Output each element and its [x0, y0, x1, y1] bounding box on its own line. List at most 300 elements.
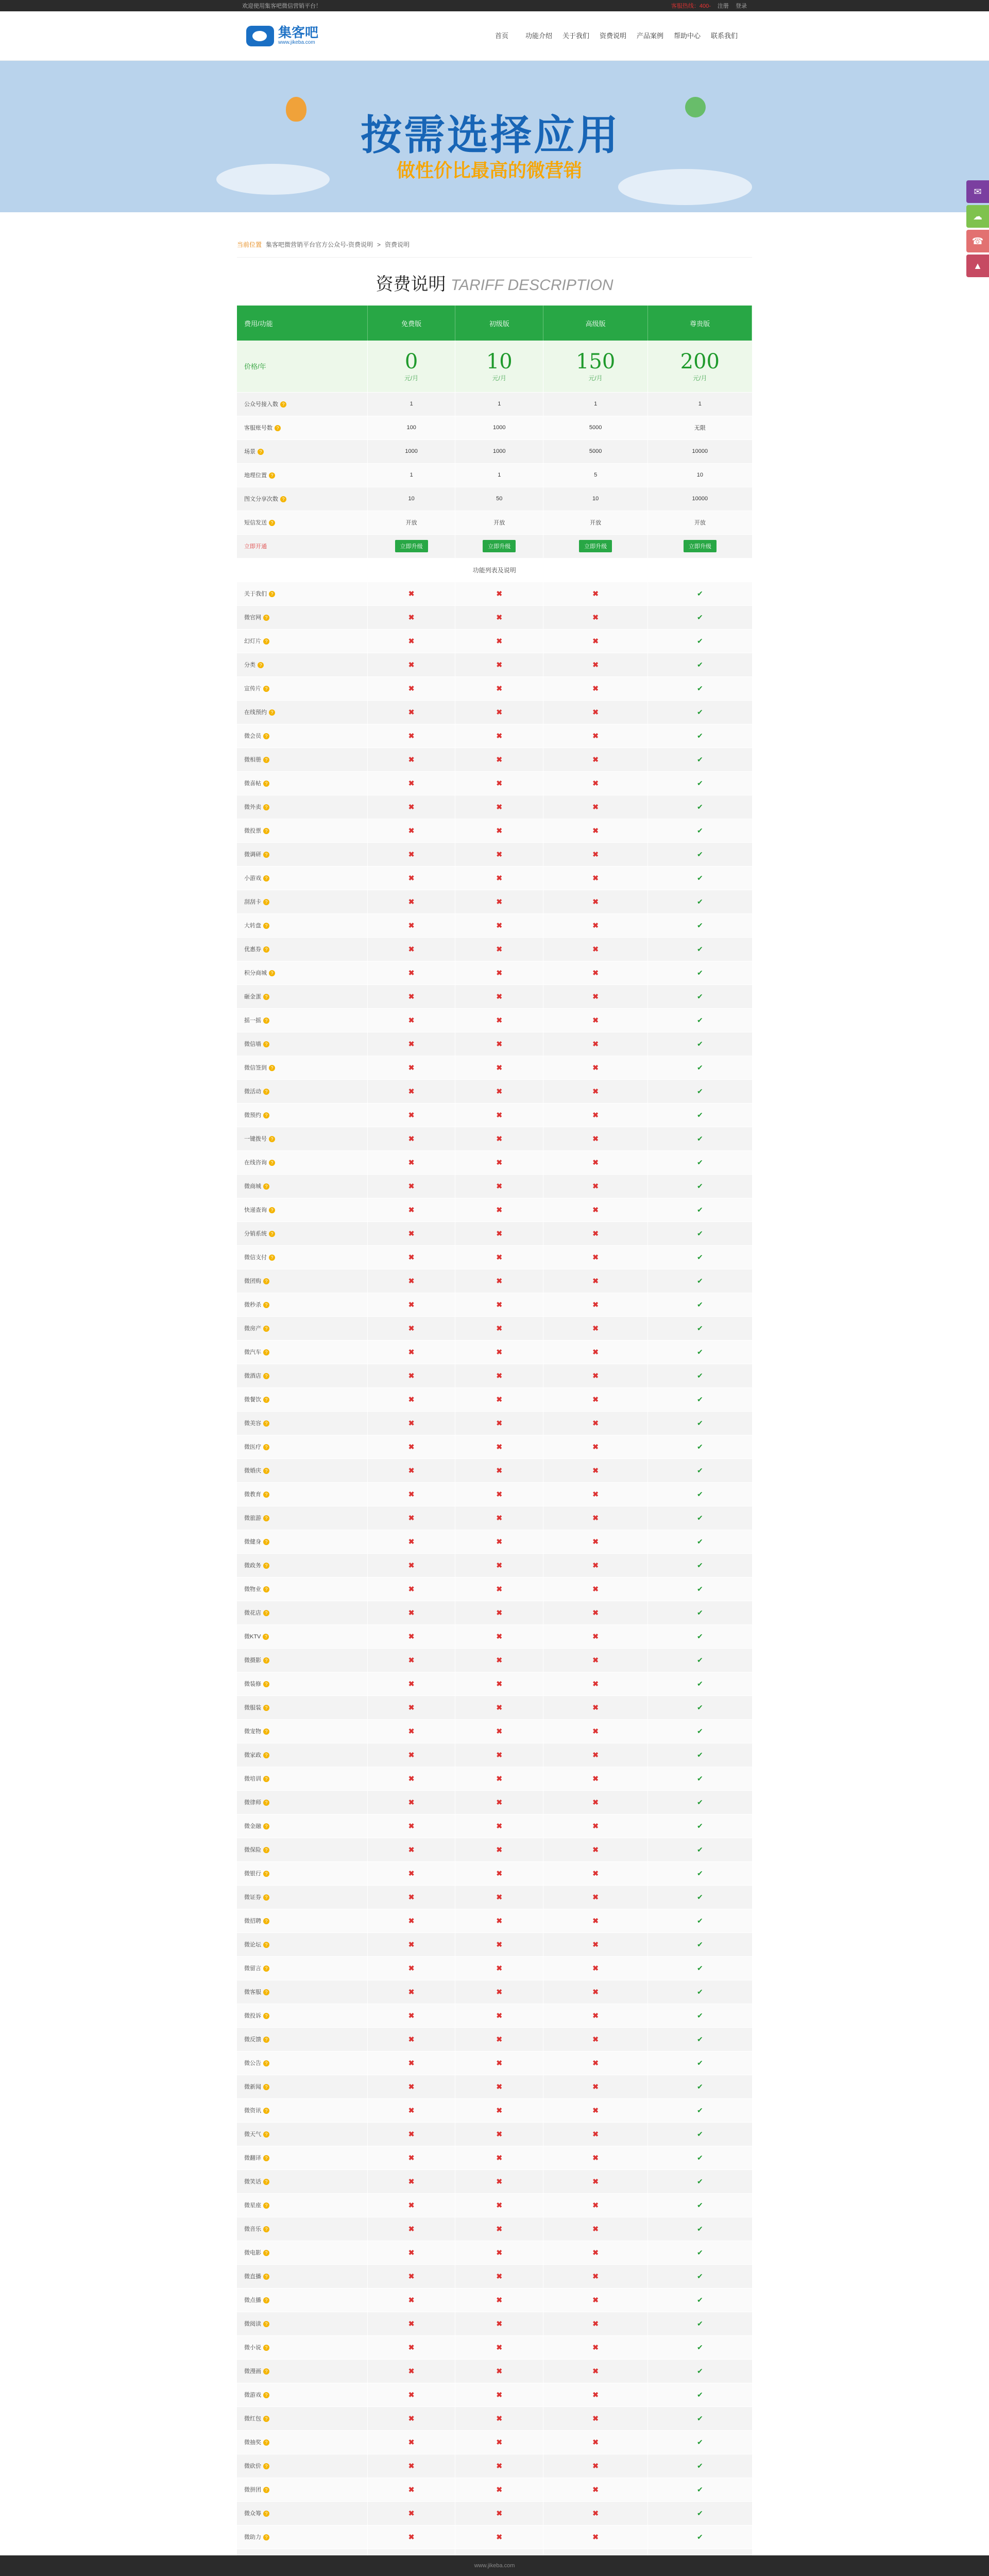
page-title-cn: 资费说明: [376, 275, 446, 294]
cross-icon: ✖: [455, 1624, 543, 1648]
feature-label: 微商城: [244, 1183, 261, 1190]
register-link[interactable]: 注册: [717, 3, 729, 9]
cross-icon: ✖: [367, 2406, 455, 2430]
top-bar: [0, 0, 989, 11]
help-icon[interactable]: ?: [263, 1326, 269, 1332]
feature-row: [237, 771, 752, 795]
help-icon[interactable]: ?: [269, 1136, 275, 1142]
feature-row: [237, 1222, 752, 1245]
help-icon[interactable]: ?: [263, 2321, 269, 2327]
help-icon[interactable]: ?: [263, 2534, 269, 2540]
cross-icon: ✖: [367, 2004, 455, 2027]
cross-icon: ✖: [455, 2430, 543, 2454]
help-icon[interactable]: ?: [263, 1776, 269, 1782]
feature-label: 分销系统: [244, 1231, 267, 1237]
cross-icon: ✖: [455, 890, 543, 913]
limit-value: 5000: [543, 439, 648, 463]
feature-name: [237, 1624, 367, 1648]
col-header-level3: 尊贵版: [648, 306, 752, 341]
check-icon: ✔: [648, 1269, 752, 1293]
help-icon[interactable]: ?: [263, 1681, 269, 1687]
cross-icon: ✖: [543, 771, 648, 795]
cross-icon: ✖: [455, 1340, 543, 1364]
help-icon[interactable]: ?: [263, 1018, 269, 1024]
feature-label: 微装修: [244, 1681, 261, 1687]
feature-label: 微房产: [244, 1326, 261, 1332]
feature-row: [237, 1838, 752, 1861]
feature-label: 微培训: [244, 1776, 261, 1782]
help-icon[interactable]: ?: [269, 970, 275, 976]
feature-name: [237, 1577, 367, 1601]
cross-icon: ✖: [367, 2146, 455, 2170]
feature-row: [237, 2146, 752, 2170]
cross-icon: ✖: [455, 2406, 543, 2430]
help-icon[interactable]: ?: [263, 899, 269, 905]
help-icon[interactable]: ?: [263, 1468, 269, 1474]
cross-icon: ✖: [367, 771, 455, 795]
cross-icon: ✖: [543, 1719, 648, 1743]
feature-label: 微音乐: [244, 2226, 261, 2232]
help-icon[interactable]: ?: [269, 591, 275, 597]
cross-icon: ✖: [543, 1411, 648, 1435]
feature-name: [237, 605, 367, 629]
help-icon[interactable]: ?: [263, 2416, 269, 2422]
feature-label: 微电影: [244, 2250, 261, 2256]
check-icon: ✔: [648, 2004, 752, 2027]
help-icon[interactable]: ?: [263, 1752, 269, 1758]
feature-label: 微保险: [244, 1847, 261, 1853]
wechat-icon[interactable]: ✉: [966, 180, 989, 203]
feature-row: [237, 2454, 752, 2478]
help-icon[interactable]: ?: [263, 2226, 269, 2232]
help-icon[interactable]: ?: [263, 1728, 269, 1735]
check-icon: ✔: [648, 1956, 752, 1980]
help-icon[interactable]: ?: [263, 1515, 269, 1521]
feature-name: [237, 1222, 367, 1245]
feature-row: [237, 1672, 752, 1696]
cross-icon: ✖: [543, 1838, 648, 1861]
limit-row: [237, 439, 752, 463]
cross-icon: ✖: [455, 1482, 543, 1506]
cross-icon: ✖: [543, 1672, 648, 1696]
help-icon[interactable]: ?: [263, 1420, 269, 1427]
check-icon: ✔: [648, 605, 752, 629]
feature-name: [237, 961, 367, 985]
help-icon[interactable]: ?: [263, 2131, 269, 2138]
help-icon[interactable]: ?: [263, 1823, 269, 1829]
feature-row: [237, 1316, 752, 1340]
cross-icon: ✖: [367, 1127, 455, 1150]
help-icon[interactable]: ?: [263, 1942, 269, 1948]
feature-name: [237, 724, 367, 748]
help-icon[interactable]: ?: [263, 1302, 269, 1308]
cross-icon: ✖: [543, 1364, 648, 1387]
cross-icon: ✖: [543, 1079, 648, 1103]
cross-icon: ✖: [367, 1980, 455, 2004]
cross-icon: ✖: [543, 1885, 648, 1909]
help-icon[interactable]: ?: [263, 1539, 269, 1545]
help-icon[interactable]: ?: [275, 425, 281, 431]
upgrade-button[interactable]: 立即升级: [483, 540, 516, 552]
feature-name: [237, 2170, 367, 2193]
feature-row: [237, 1553, 752, 1577]
cross-icon: ✖: [543, 2335, 648, 2359]
help-icon[interactable]: ?: [280, 496, 286, 502]
check-icon: ✔: [648, 2122, 752, 2146]
feature-row: [237, 1909, 752, 1933]
cross-icon: ✖: [455, 2098, 543, 2122]
help-icon[interactable]: ?: [263, 2037, 269, 2043]
limit-value: 开放: [367, 511, 455, 534]
check-icon: ✔: [648, 1008, 752, 1032]
cross-icon: ✖: [455, 1506, 543, 1530]
cross-icon: ✖: [543, 653, 648, 676]
check-icon: ✔: [648, 2264, 752, 2288]
cross-icon: ✖: [543, 2264, 648, 2288]
feature-row: [237, 1767, 752, 1790]
help-icon[interactable]: ?: [263, 828, 269, 834]
cross-icon: ✖: [455, 2335, 543, 2359]
help-icon[interactable]: ?: [263, 1373, 269, 1379]
cross-icon: ✖: [455, 937, 543, 961]
feature-label: 微星座: [244, 2202, 261, 2209]
feature-row: [237, 1719, 752, 1743]
check-icon: ✔: [648, 866, 752, 890]
cross-icon: ✖: [543, 2075, 648, 2098]
buy-cell: [648, 534, 752, 558]
cross-icon: ✖: [455, 2075, 543, 2098]
help-icon[interactable]: ?: [263, 1089, 269, 1095]
cross-icon: ✖: [367, 2051, 455, 2075]
feature-label: 微官网: [244, 615, 261, 621]
cross-icon: ✖: [455, 1174, 543, 1198]
help-icon[interactable]: ?: [263, 1586, 269, 1592]
help-icon[interactable]: ?: [263, 2345, 269, 2351]
help-icon[interactable]: ?: [263, 2155, 269, 2161]
cross-icon: ✖: [455, 1293, 543, 1316]
help-icon[interactable]: ?: [263, 733, 269, 739]
upgrade-button[interactable]: 立即升级: [395, 540, 428, 552]
cross-icon: ✖: [367, 1316, 455, 1340]
help-icon[interactable]: ?: [263, 2511, 269, 2517]
help-icon[interactable]: ?: [263, 781, 269, 787]
help-icon[interactable]: ?: [263, 1634, 269, 1640]
cross-icon: ✖: [367, 961, 455, 985]
feature-name: [237, 1814, 367, 1838]
feature-label: 微信支付: [244, 1255, 267, 1261]
cross-icon: ✖: [455, 1269, 543, 1293]
feature-row: [237, 1387, 752, 1411]
check-icon: ✔: [648, 1743, 752, 1767]
help-icon[interactable]: ?: [263, 804, 269, 810]
help-icon[interactable]: ?: [269, 1065, 275, 1071]
help-icon[interactable]: ?: [263, 757, 269, 763]
nav-contact[interactable]: 联系我们: [710, 31, 738, 40]
price-cell: 10 元/月: [455, 341, 543, 392]
check-icon: ✔: [648, 1293, 752, 1316]
logo[interactable]: [246, 26, 318, 46]
cross-icon: ✖: [455, 748, 543, 771]
buy-cell: [543, 534, 648, 558]
cross-icon: ✖: [543, 2051, 648, 2075]
cross-icon: ✖: [543, 1696, 648, 1719]
help-icon[interactable]: ?: [263, 852, 269, 858]
feature-row: [237, 2501, 752, 2525]
cross-icon: ✖: [455, 961, 543, 985]
nav-home[interactable]: 首页: [494, 31, 508, 40]
upgrade-button[interactable]: 立即升级: [579, 540, 612, 552]
check-icon: ✔: [648, 2193, 752, 2217]
help-icon[interactable]: ?: [263, 2060, 269, 2066]
check-icon: ✔: [648, 1885, 752, 1909]
help-icon[interactable]: ?: [263, 1871, 269, 1877]
feature-row: [237, 629, 752, 653]
help-icon[interactable]: ?: [263, 638, 269, 645]
help-icon[interactable]: ?: [263, 2202, 269, 2209]
balloon-icon: [286, 97, 306, 122]
help-icon[interactable]: ?: [263, 686, 269, 692]
help-icon[interactable]: ?: [263, 2250, 269, 2256]
back-to-top-icon[interactable]: ▲: [966, 255, 989, 277]
feature-row: [237, 676, 752, 700]
check-icon: ✔: [648, 700, 752, 724]
help-icon[interactable]: ?: [269, 1255, 275, 1261]
check-icon: ✔: [648, 985, 752, 1008]
help-icon[interactable]: ?: [263, 1278, 269, 1284]
feature-label: 微反馈: [244, 2037, 261, 2043]
limit-value: 无限: [648, 416, 752, 439]
help-icon[interactable]: ?: [263, 1847, 269, 1853]
help-icon[interactable]: ?: [263, 2084, 269, 2090]
help-icon[interactable]: ?: [263, 2439, 269, 2446]
help-icon[interactable]: ?: [269, 1231, 275, 1237]
feature-name: [237, 2098, 367, 2122]
limit-value: 10: [648, 463, 752, 487]
cross-icon: ✖: [543, 1198, 648, 1222]
feature-row: [237, 866, 752, 890]
cross-icon: ✖: [455, 1222, 543, 1245]
feature-row: [237, 1245, 752, 1269]
feature-name: [237, 1980, 367, 2004]
check-icon: ✔: [648, 2335, 752, 2359]
feature-name: [237, 1482, 367, 1506]
cross-icon: ✖: [367, 1909, 455, 1933]
help-icon[interactable]: ?: [269, 1207, 275, 1213]
help-icon[interactable]: ?: [263, 1894, 269, 1901]
feature-label: 微天气: [244, 2131, 261, 2138]
check-icon: ✔: [648, 1222, 752, 1245]
help-icon[interactable]: ?: [263, 923, 269, 929]
cross-icon: ✖: [455, 2170, 543, 2193]
cross-icon: ✖: [543, 2454, 648, 2478]
check-icon: ✔: [648, 1411, 752, 1435]
help-icon[interactable]: ?: [263, 2013, 269, 2019]
feature-label: 微投票: [244, 828, 261, 834]
help-icon[interactable]: ?: [263, 2179, 269, 2185]
feature-row: [237, 1506, 752, 1530]
help-icon[interactable]: ?: [263, 1610, 269, 1616]
nav-pricing[interactable]: 资费说明: [599, 31, 626, 40]
breadcrumb-path[interactable]: 集客吧微营销平台官方公众号-资费说明: [266, 241, 373, 248]
limit-label: 短信发送 ?: [237, 511, 367, 534]
help-icon[interactable]: ?: [263, 1492, 269, 1498]
feature-row: [237, 1648, 752, 1672]
feature-label: 微调研: [244, 852, 261, 858]
check-icon: ✔: [648, 1767, 752, 1790]
chat-icon[interactable]: ☁: [966, 205, 989, 228]
cross-icon: ✖: [367, 937, 455, 961]
feature-row: [237, 2051, 752, 2075]
cross-icon: ✖: [367, 2501, 455, 2525]
help-icon[interactable]: ?: [280, 401, 286, 408]
breadcrumb: [237, 232, 752, 258]
cross-icon: ✖: [543, 1293, 648, 1316]
cross-icon: ✖: [367, 2430, 455, 2454]
check-icon: ✔: [648, 2525, 752, 2549]
cross-icon: ✖: [367, 653, 455, 676]
cross-icon: ✖: [543, 1245, 648, 1269]
buy-row: [237, 534, 752, 558]
help-icon[interactable]: ?: [263, 1349, 269, 1355]
help-icon[interactable]: ?: [263, 1397, 269, 1403]
feature-label: 微会员: [244, 733, 261, 739]
check-icon: ✔: [648, 1340, 752, 1364]
feature-name: [237, 1861, 367, 1885]
help-icon[interactable]: ?: [263, 2297, 269, 2303]
cross-icon: ✖: [543, 1482, 648, 1506]
feature-row: [237, 1032, 752, 1056]
help-icon[interactable]: ?: [263, 1112, 269, 1118]
feature-label: 微金融: [244, 1823, 261, 1829]
cross-icon: ✖: [367, 795, 455, 819]
feature-row: [237, 700, 752, 724]
help-icon[interactable]: ?: [263, 2274, 269, 2280]
feature-name: [237, 913, 367, 937]
cross-icon: ✖: [455, 771, 543, 795]
nav-help[interactable]: 帮助中心: [673, 31, 701, 40]
price-label: 价格/年: [237, 341, 367, 392]
check-icon: ✔: [648, 1150, 752, 1174]
logo-icon: [246, 26, 274, 46]
help-icon[interactable]: ?: [263, 1965, 269, 1972]
feature-name: [237, 1530, 367, 1553]
brand-url: www.jikeba.com: [278, 40, 315, 45]
check-icon: ✔: [648, 819, 752, 842]
help-icon[interactable]: ?: [263, 615, 269, 621]
cross-icon: ✖: [455, 1672, 543, 1696]
cross-icon: ✖: [455, 1861, 543, 1885]
feature-label: 宣传片: [244, 686, 261, 692]
help-icon[interactable]: ?: [263, 2392, 269, 2398]
feature-row: [237, 2004, 752, 2027]
help-icon[interactable]: ?: [263, 2108, 269, 2114]
help-icon[interactable]: ?: [263, 2463, 269, 2469]
help-icon[interactable]: ?: [263, 2368, 269, 2375]
feature-name: [237, 2383, 367, 2406]
feature-row: [237, 2193, 752, 2217]
feature-label: 大转盘: [244, 923, 261, 929]
check-icon: ✔: [648, 795, 752, 819]
nav-features[interactable]: 功能介绍: [525, 31, 552, 40]
help-icon[interactable]: ?: [263, 1444, 269, 1450]
cross-icon: ✖: [543, 582, 648, 605]
feature-label: 微笑话: [244, 2179, 261, 2185]
check-icon: ✔: [648, 1624, 752, 1648]
cross-icon: ✖: [455, 2004, 543, 2027]
help-icon[interactable]: ?: [263, 1800, 269, 1806]
cross-icon: ✖: [455, 1933, 543, 1956]
help-icon[interactable]: ?: [263, 946, 269, 953]
cross-icon: ✖: [367, 1032, 455, 1056]
help-icon[interactable]: ?: [269, 709, 275, 716]
cross-icon: ✖: [455, 1790, 543, 1814]
price-cell: 200 元/月: [648, 341, 752, 392]
cross-icon: ✖: [367, 676, 455, 700]
help-icon[interactable]: ?: [269, 520, 275, 526]
feature-label: 砸金蛋: [244, 994, 261, 1000]
help-icon[interactable]: ?: [263, 1705, 269, 1711]
cross-icon: ✖: [543, 2193, 648, 2217]
cross-icon: ✖: [367, 2122, 455, 2146]
help-icon[interactable]: ?: [269, 472, 275, 479]
help-icon[interactable]: ?: [269, 1160, 275, 1166]
nav-about[interactable]: 关于我们: [562, 31, 589, 40]
feature-row: [237, 819, 752, 842]
cross-icon: ✖: [367, 1601, 455, 1624]
cross-icon: ✖: [455, 1032, 543, 1056]
cross-icon: ✖: [543, 629, 648, 653]
feature-label: 微翻译: [244, 2155, 261, 2161]
feature-label: 微酒店: [244, 1373, 261, 1379]
help-icon[interactable]: ?: [263, 1657, 269, 1664]
help-icon[interactable]: ?: [263, 1918, 269, 1924]
feature-label: 微点播: [244, 2297, 261, 2303]
help-icon[interactable]: ?: [263, 1041, 269, 1047]
feature-name: [237, 1293, 367, 1316]
nav-cases[interactable]: 产品案例: [636, 31, 663, 40]
help-icon[interactable]: ?: [258, 449, 264, 455]
help-icon[interactable]: ?: [258, 662, 264, 668]
cross-icon: ✖: [367, 1222, 455, 1245]
upgrade-button[interactable]: 立即升级: [684, 540, 717, 552]
feature-name: [237, 2525, 367, 2549]
phone-icon[interactable]: ☎: [966, 230, 989, 252]
check-icon: ✔: [648, 1174, 752, 1198]
cross-icon: ✖: [543, 2027, 648, 2051]
cross-icon: ✖: [543, 842, 648, 866]
help-icon[interactable]: ?: [263, 875, 269, 882]
cross-icon: ✖: [455, 1127, 543, 1150]
feature-name: [237, 1933, 367, 1956]
feature-label: 微旅游: [244, 1515, 261, 1521]
limit-value: 1: [543, 392, 648, 416]
help-icon[interactable]: ?: [263, 2487, 269, 2493]
feature-label: 微直播: [244, 2274, 261, 2280]
check-icon: ✔: [648, 1719, 752, 1743]
help-icon[interactable]: ?: [263, 1563, 269, 1569]
feature-name: [237, 795, 367, 819]
limit-value: 1000: [455, 439, 543, 463]
help-icon[interactable]: ?: [263, 1183, 269, 1190]
cross-icon: ✖: [455, 1008, 543, 1032]
feature-label: 微预约: [244, 1112, 261, 1118]
cross-icon: ✖: [455, 1885, 543, 1909]
help-icon[interactable]: ?: [263, 1989, 269, 1995]
login-link[interactable]: 登录: [736, 3, 747, 9]
cross-icon: ✖: [543, 795, 648, 819]
help-icon[interactable]: ?: [263, 994, 269, 1000]
feature-name: [237, 1079, 367, 1103]
